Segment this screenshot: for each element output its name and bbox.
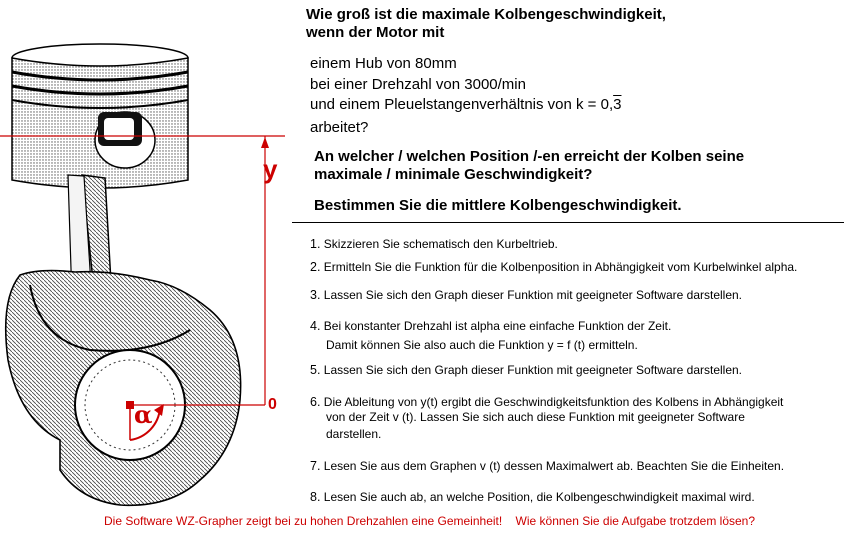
step-6-continued-2: darstellen. [326, 427, 382, 441]
question-3: Bestimmen Sie die mittlere Kolbengeschwindigkeit. [314, 197, 682, 214]
step-1 [310, 237, 558, 251]
step-number: 4. [310, 319, 321, 333]
step-text: Lassen Sie sich den Graph dieser Funktion mit geeigneter Software darstellen. [323, 363, 743, 377]
question-line-2: wenn der Motor mit [306, 24, 445, 41]
step-4-continued: Damit können Sie also auch die Funktion y = f (t) ermitteln. [326, 338, 638, 352]
repeating-digit: 3 [613, 96, 622, 113]
step-number: 6. [310, 395, 321, 409]
step-number: 2. [310, 260, 321, 274]
step-7 [310, 459, 784, 473]
question-line-3: einem Hub von 80mm [310, 55, 457, 72]
step-text: Ermitteln Sie die Funktion für die Kolbenposition in Abhängigkeit vom Kurbelwinkel alpha. [323, 260, 798, 274]
step-text: Die Ableitung von y(t) ergibt die Geschwindigkeitsfunktion des Kolbens in Abhängigkeit [323, 395, 784, 409]
step-text: Lassen Sie sich den Graph dieser Funktion mit geeigneter Software darstellen. [323, 288, 743, 302]
zero-label: 0 [268, 396, 277, 413]
step-4 [310, 319, 671, 333]
crank [6, 271, 241, 506]
alpha-label: α [134, 400, 153, 429]
y-axis-label: y [263, 154, 278, 184]
ratio-text: und einem Pleuelstangenverhältnis von k = 0, [310, 96, 614, 113]
step-6 [310, 395, 783, 409]
question-line-1: Wie groß ist die maximale Kolbengeschwindigkeit, [306, 6, 666, 23]
question-line-5 [310, 96, 621, 114]
question-line-4: bei einer Drehzahl von 3000/min [310, 76, 526, 93]
step-number: 5. [310, 363, 321, 377]
step-text: Lesen Sie auch ab, an welche Position, die Kolbengeschwindigkeit maximal wird. [323, 490, 755, 504]
step-6-continued-1: von der Zeit v (t). Lassen Sie sich auch diese Funktion mit geeigneter Software [326, 410, 745, 424]
step-3 [310, 288, 742, 302]
step-number: 7. [310, 459, 321, 473]
question-line-6: arbeitet? [310, 119, 369, 136]
step-8 [310, 490, 755, 504]
step-number: 3. [310, 288, 321, 302]
footer-note: Die Software WZ-Grapher zeigt bei zu hohen Drehzahlen eine Gemeinheit! Wie können Sie die Aufgabe trotzdem lösen? [104, 514, 756, 528]
divider-line [292, 222, 844, 223]
step-5 [310, 363, 742, 377]
question-2-line-2: maximale / minimale Geschwindigkeit? [314, 166, 593, 183]
step-number: 1. [310, 237, 321, 251]
step-text: Lesen Sie aus dem Graphen v (t) dessen Maximalwert ab. Beachten Sie die Einheiten. [323, 459, 785, 473]
question-2-line-1: An welcher / welchen Position /-en erreicht der Kolben seine [314, 148, 745, 165]
step-text: Skizzieren Sie schematisch den Kurbeltrieb. [323, 237, 558, 251]
piston [12, 44, 188, 188]
step-number: 8. [310, 490, 321, 504]
step-2 [310, 260, 797, 274]
step-text: Bei konstanter Drehzahl ist alpha eine einfache Funktion der Zeit. [323, 319, 672, 333]
